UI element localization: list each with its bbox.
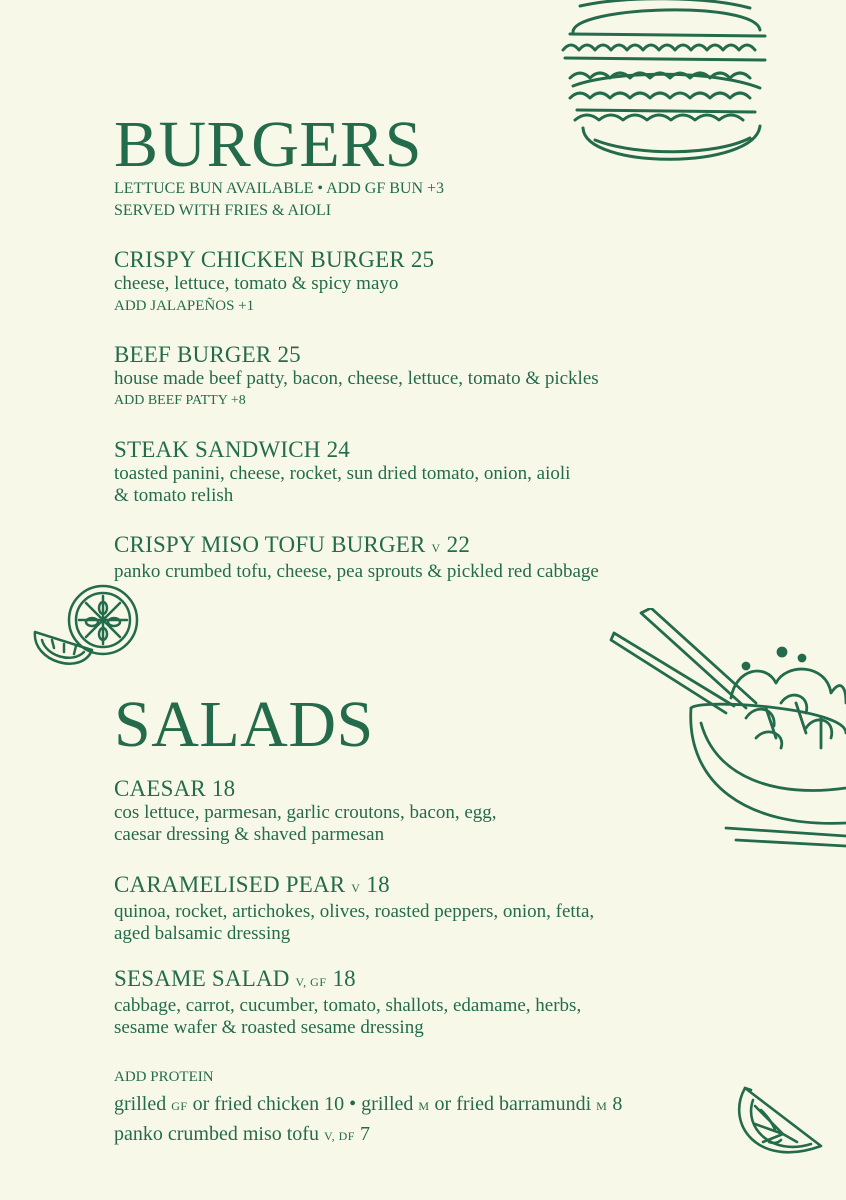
item-title [114, 437, 754, 463]
burgers-heading: BURGERS [114, 108, 422, 181]
menu-item-caesar [114, 776, 754, 846]
menu-item-beef-burger [114, 342, 754, 412]
menu-item-crispy-miso-tofu-burger [114, 532, 754, 583]
protein-text: grilled [114, 1093, 167, 1115]
item-price: 25 [410, 247, 435, 272]
add-protein-section [114, 1066, 754, 1150]
protein-text: panko crumbed miso tofu [114, 1123, 319, 1145]
tomato-slices-illustration [30, 584, 145, 674]
item-description: caesar dressing & shaved parmesan [114, 824, 385, 845]
item-name: CRISPY CHICKEN BURGER [114, 247, 405, 272]
item-description: house made beef patty, bacon, cheese, lettuce, tomato & pickles [114, 368, 599, 389]
item-name: CRISPY MISO TOFU BURGER [114, 532, 426, 557]
protein-price: 8 [612, 1093, 623, 1115]
dietary-tag: V [351, 881, 361, 895]
salads-heading: SALADS [114, 688, 374, 761]
item-description: panko crumbed tofu, cheese, pea sprouts & pickled red cabbage [114, 561, 599, 582]
protein-price: 7 [359, 1123, 370, 1145]
dietary-tag: V, GF [295, 975, 327, 989]
item-name: CARAMELISED PEAR [114, 872, 346, 897]
item-title [114, 966, 754, 995]
dietary-tag: V, DF [323, 1129, 355, 1143]
dietary-tag: V [431, 541, 441, 555]
item-description: cos lettuce, parmesan, garlic croutons, bacon, egg, [114, 802, 497, 823]
item-description: & tomato relish [114, 485, 234, 506]
item-title [114, 247, 754, 273]
item-description: cabbage, carrot, cucumber, tomato, shallots, edamame, herbs, [114, 995, 582, 1016]
add-protein-heading: ADD PROTEIN [114, 1069, 214, 1085]
item-price: 18 [211, 776, 236, 801]
burgers-note [114, 178, 444, 222]
item-title [114, 342, 754, 368]
burgers-note-line: LETTUCE BUN AVAILABLE • ADD GF BUN +3 [114, 180, 445, 197]
burgers-note-line: SERVED WITH FRIES & AIOLI [114, 202, 332, 219]
item-addon: ADD BEEF PATTY +8 [114, 393, 246, 408]
protein-text: or fried barramundi [434, 1093, 592, 1115]
item-name: SESAME SALAD [114, 966, 290, 991]
protein-line [114, 1090, 754, 1120]
menu-item-sesame-salad [114, 966, 754, 1039]
item-description: cheese, lettuce, tomato & spicy mayo [114, 273, 399, 294]
menu-item-caramelised-pear [114, 872, 754, 945]
item-title [114, 872, 754, 901]
menu-item-crispy-chicken-burger [114, 247, 754, 317]
item-title [114, 776, 754, 802]
item-description: sesame wafer & roasted sesame dressing [114, 1017, 424, 1038]
item-price: 18 [366, 872, 390, 897]
item-price: 25 [277, 342, 301, 367]
item-addon: ADD JALAPEÑOS +1 [114, 298, 255, 314]
item-price: 22 [446, 532, 471, 557]
protein-text: or fried chicken 10 • grilled [192, 1093, 414, 1115]
burger-illustration [555, 0, 780, 170]
item-name: CAESAR [114, 776, 206, 801]
dietary-tag: M [596, 1099, 608, 1113]
item-description: toasted panini, cheese, rocket, sun dried tomato, onion, aioli [114, 463, 571, 484]
item-title [114, 532, 754, 561]
item-price: 24 [326, 437, 350, 462]
protein-line [114, 1120, 754, 1150]
item-description: quinoa, rocket, artichokes, olives, roasted peppers, onion, fetta, [114, 901, 595, 922]
menu-item-steak-sandwich [114, 437, 754, 507]
item-name: STEAK SANDWICH [114, 437, 321, 462]
item-price: 18 [332, 966, 356, 991]
dietary-tag: M [418, 1099, 430, 1113]
item-name: BEEF BURGER [114, 342, 272, 367]
dietary-tag: GF [171, 1099, 188, 1113]
item-description: aged balsamic dressing [114, 923, 291, 944]
